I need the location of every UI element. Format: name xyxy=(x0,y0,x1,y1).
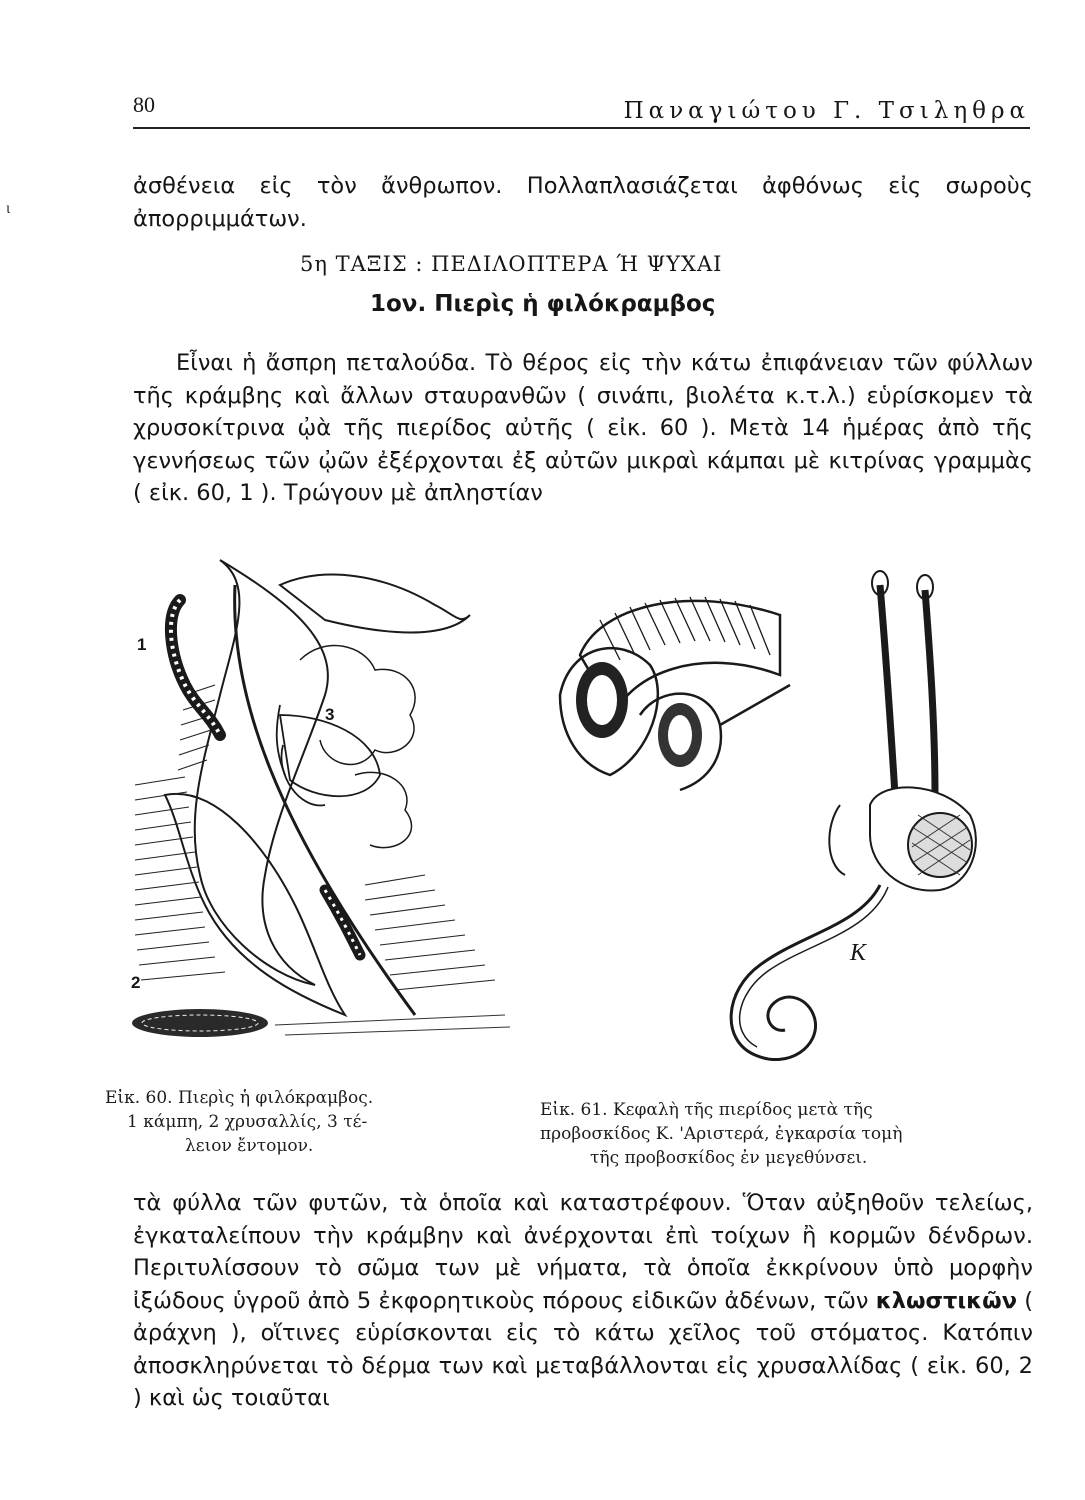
insect-head xyxy=(829,787,976,890)
intro-paragraph: ἀσθένεια εἰς τὸν ἄνθρωπον. Πολλαπλασιάζεται ἀφθόνως εἰς σωροὺς ἀπορριμμάτων. xyxy=(133,173,1033,232)
figure-61-caption-line-2: προβοσκίδος Κ. 'Αριστερά, ἐγκαρσία τομὴ xyxy=(540,1124,903,1144)
figure-61-caption-line-1: Εἰκ. 61. Κεφαλὴ τῆς πιερίδος μετὰ τῆς xyxy=(540,1100,873,1120)
cloud-shape xyxy=(300,646,415,765)
upper-leaf xyxy=(280,575,470,633)
figure-61-caption xyxy=(540,1098,1020,1170)
lower-leaf xyxy=(165,794,345,1015)
paragraph-1-text: Εἶναι ἡ ἄσπρη πεταλούδα. Τὸ θέρος εἰς τὴν κάτω ἐπιφάνειαν τῶν φύλλων τῆς κράμβης καὶ ἄλλων σταυρανθῶν ( σινάπι, βιολέτα κ.τ.λ.) εὑρίσκομεν τὰ χρυσοκίτρινα ᾠὰ τῆς πιερίδος αὐτῆς ( εἰκ. 60 ). Μετὰ 14 ἡμέρας ἀπὸ τῆς γεννήσεως τῶν ᾠῶν ἐξέρχονται ἐξ αὐτῶν μικραὶ κάμπαι μὲ κιτρίνας γραμμὰς ( εἰκ. 60, 1 ). Τρώγουν μὲ ἀπληστίαν xyxy=(133,350,1033,506)
coiled-proboscis xyxy=(731,885,888,1060)
paragraph-1 xyxy=(133,347,1033,510)
running-head: Παναγιώτου Γ. Τσιληθρα xyxy=(623,98,1030,124)
cloud-shape-2 xyxy=(355,772,412,847)
figure-60-caption xyxy=(105,1086,455,1158)
figure-60-illustration xyxy=(125,545,515,1080)
paragraph-2-text-start: τὰ φύλλα τῶν φυτῶν, τὰ ὁποῖα καὶ καταστρέφουν. Ὅταν αὐξηθοῦν τελείως, ἐγκαταλείπουν τὴν κράμβην καὶ ἀνέρχονται ἐπὶ τοίχων ἢ κορμῶν δένδρων. Περιτυλίσσουν τὸ σῶμα των μὲ νήματα, τὰ ὁποῖα ἐκκρίνουν ὑπὸ μορφὴν ἰξώδους ὑγροῦ ἀπὸ 5 ἐκφορητικοὺς πόρους εἰδικῶν ἀδένων, τῶν xyxy=(133,1190,1033,1314)
margin-mark: ι xyxy=(6,200,11,217)
figure-61 xyxy=(540,565,1010,1075)
leaf-midrib xyxy=(235,585,415,1015)
figure-61-label-k: K xyxy=(850,940,867,966)
paragraph-2-bold-term: κλωστικῶν xyxy=(875,1287,1018,1314)
paragraph-2-text-end: ( ἀράχνη ), οἵτινες εὑρίσκονται εἰς τὸ κάτω χεῖλος τοῦ στόματος. Κατόπιν ἀποσκληρύνεται τὸ δέρμα των καὶ μεταβάλλονται εἰς χρυσαλλίδας ( εἰκ. 60, 2 ) καὶ ὡς τοιαῦται xyxy=(133,1287,1033,1411)
chrysalis xyxy=(132,1009,268,1037)
section-heading: 5η ΤΑΞΙΣ : ΠΕΔΙΛΟΠΤΕΡΑ Ή ΨΥΧΑΙ xyxy=(300,252,723,276)
figure-61-illustration xyxy=(540,565,1010,1075)
figure-60-label-3: 3 xyxy=(325,705,335,724)
figure-60 xyxy=(125,545,515,1080)
paragraph-2 xyxy=(133,1187,1033,1415)
figure-60-label-1: 1 xyxy=(137,635,147,654)
species-heading: 1ον. Πιερὶς ἡ φιλόκραμβος xyxy=(370,291,716,317)
caterpillar-1 xyxy=(171,600,220,735)
figure-60-caption-line-3: λειον ἔντομον. xyxy=(185,1136,314,1156)
antennae xyxy=(880,585,935,795)
figure-60-caption-line-1: Εἰκ. 60. Πιερὶς ἡ φιλόκραμβος. xyxy=(105,1088,374,1108)
header-rule xyxy=(133,127,1030,129)
figure-61-caption-line-3: τῆς προβοσκίδος ἐν μεγεθύνσει. xyxy=(590,1148,868,1168)
page-number: 80 xyxy=(133,92,155,117)
figure-60-caption-line-2: 1 κάμπη, 2 χρυσαλλίς, 3 τέ- xyxy=(127,1112,368,1132)
figure-60-label-2: 2 xyxy=(131,973,141,992)
